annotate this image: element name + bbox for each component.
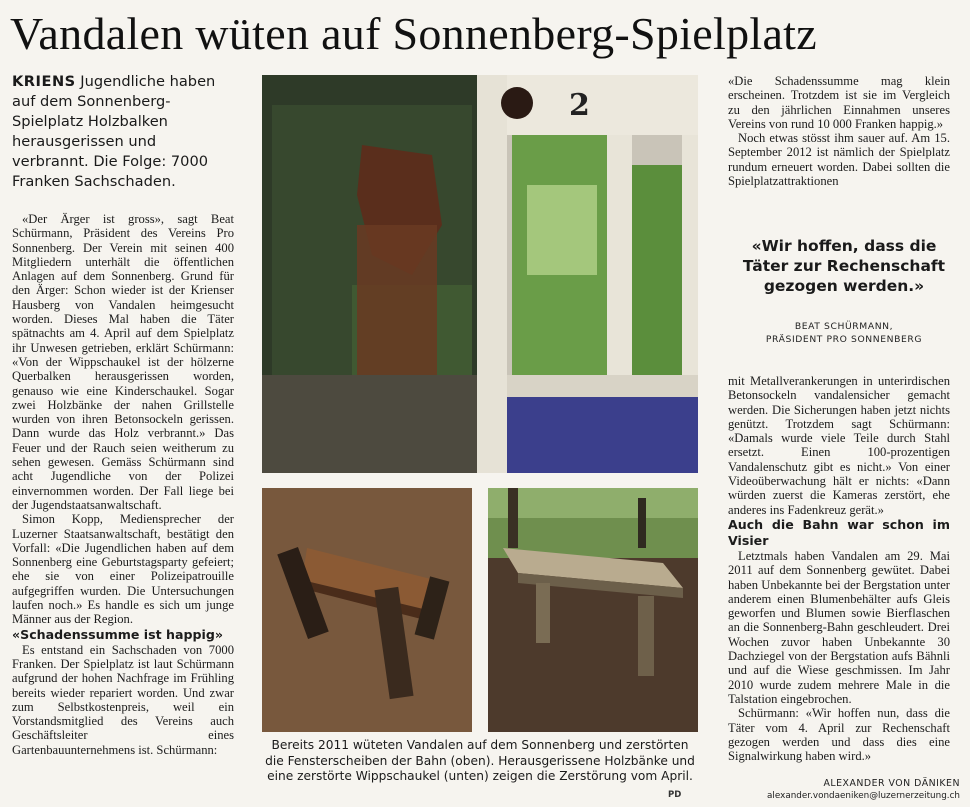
photo-credit: PD bbox=[668, 790, 682, 800]
headline: Vandalen wüten auf Sonnenberg-Spielplatz bbox=[10, 8, 817, 59]
seesaw-illustration bbox=[262, 488, 472, 732]
train-window-illustration bbox=[262, 75, 698, 473]
paragraph: Schürmann: «Wir hoffen nun, dass die Täter vom 4. April zur Rechenschaft gezogen werden und dass dies eine Signalwirkung haben wird.» bbox=[728, 706, 950, 764]
pull-quote-role: PRÄSIDENT PRO SONNENBERG bbox=[765, 334, 923, 345]
car-number: 2 bbox=[569, 88, 590, 123]
article-column-3-bottom bbox=[728, 374, 950, 763]
paragraph: Es entstand ein Sachschaden von 7000 Franken. Der Spielplatz ist laut Schürmann aufgrund der hohen Nachfrage im Frühling bereits wieder repariert worden. Und zwar zum Selbstkostenpreis, weil ein Vorstandsmitglied des Vereins auch Geschäftsleiter eines Gartenbauunternehmens ist. Schürmann: bbox=[12, 642, 234, 757]
bench-illustration bbox=[488, 488, 698, 732]
photo-caption: Bereits 2011 wüteten Vandalen auf dem Sonnenberg und zerstörten die Fensterscheiben der Bahn (oben). Herausgerissene Holzbänke und eine zerstörte Wippschaukel (unten) zeigen die Zerstörung vom April. bbox=[265, 738, 695, 783]
paragraph: Noch etwas stösst ihm sauer auf. Am 15. September 2012 ist nämlich der Spielplatz rundum erneuert worden. Dabei sollten die Spielplatzattraktionen bbox=[728, 131, 950, 189]
pull-quote-name: BEAT SCHÜRMANN, bbox=[794, 321, 894, 332]
author-email: alexander.vondaeniken@luzernerzeitung.ch bbox=[767, 791, 960, 801]
pull-quote-author bbox=[728, 320, 960, 346]
article-column-1 bbox=[12, 212, 234, 757]
photo-train-windows bbox=[262, 75, 698, 473]
photo-broken-seesaw bbox=[262, 488, 472, 732]
pull-quote: «Wir hoffen, dass die Täter zur Rechenschaft gezogen werden.» bbox=[742, 237, 946, 295]
paragraph: Simon Kopp, Mediensprecher der Luzerner Staatsanwaltschaft, bestätigt den Vorfall: «Die Jugendlichen haben auf dem Sonnenberg eine Geburtstagsparty gefeiert; ehe sie von einer Polizeipatrouille aufgegriffen wurden. Die Untersuchungen laufen noch.» Es handle es sich um junge Männer aus der Region. bbox=[12, 512, 234, 627]
lead-text: Jugendliche haben auf dem Sonnenberg-Spielplatz Holzbalken herausgerissen und verbrannt. Die Folge: 7000 Franken Sachschaden. bbox=[12, 73, 216, 190]
paragraph: mit Metallverankerungen in unterirdischen Betonsockeln vandalensicher gemacht werden. Die Sicherungen haben jetzt nichts genützt. Trotzdem sagt Schürmann: «Damals wurde viele Teile durch Stahl ersetzt. Einen 100-prozentigen Vandalenschutz gibt es nicht.» Von einer Videoüberwachung hält er nichts: «Dann würden zuerst die Kameras zerstört, ehe anderes ins Fadenkreuz gerät.» bbox=[728, 374, 950, 517]
article-column-3-top bbox=[728, 74, 950, 188]
paragraph: «Der Ärger ist gross», sagt Beat Schürmann, Präsident des Vereins Pro Sonnenberg. Der Verein mit seinen 400 Mitgliedern unterhält die öffentlichen Anlagen auf dem Sonnenberg. Grund für den Ärger: Schon wieder ist der Krienser Hausberg von Vandalen heimgesucht worden. Dieses Mal haben die Täter spätnachts am 4. April auf dem Spielplatz ihr Unwesen getrieben, erklärt Schürmann: «Von der Wippschaukel ist der hölzerne Querbalken herausgerissen worden, genauso wie eine Kinderschaukel. Sogar zwei Holzbänke der nahen Grillstelle wurden von ihren Betonsockeln gerissen. Dann wurde das Holz verbrannt.» Das Feuer und der Rauch seien weitherum zu sehen gewesen. Gemäss Schürmann sind acht Jugendliche von der Polizei einvernommen worden. Der Fall liege bei der Jugendstaatsanwaltschaft. bbox=[12, 212, 234, 512]
subheading: Auch die Bahn war schon im Visier bbox=[728, 516, 950, 548]
subheading: «Schadenssumme ist happig» bbox=[12, 626, 223, 642]
paragraph: «Die Schadenssumme mag klein erscheinen. Trotzdem ist sie im Vergleich zu den jährlichen Einnahmen unseres Vereins von rund 10 000 Franken happig.» bbox=[728, 74, 950, 131]
lead-paragraph bbox=[12, 72, 227, 192]
article-author: ALEXANDER VON DÄNIKEN bbox=[823, 778, 960, 789]
paragraph: Letztmals haben Vandalen am 29. Mai 2011 auf dem Sonnenberg gewütet. Dabei haben Unbekannte bei der Bergstation unter anderem einen Blumenbehälter aufs Gleis geworfen und Blumen sowie Bierflaschen an die Sonnenberg-Bahn geschleudert. Drei Wochen zuvor haben Unbekannte 30 Dachziegel von der Bergstation aufs Bähnli und auf die Wiese geschmissen. Im Jahr 2010 wurde zudem mehrere Male in die Talstation eingebrochen. bbox=[728, 548, 950, 706]
lead-place: KRIENS bbox=[12, 73, 76, 90]
photo-damaged-bench bbox=[488, 488, 698, 732]
